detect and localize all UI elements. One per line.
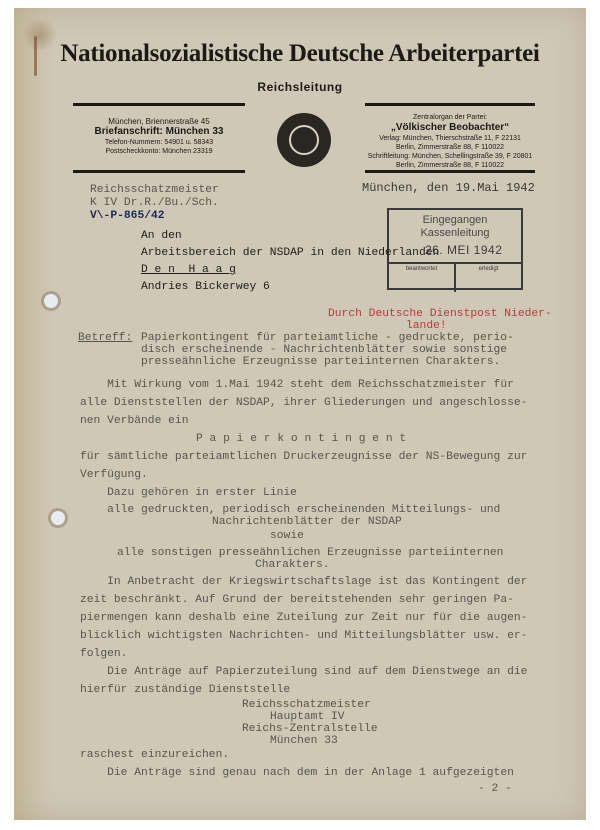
newspaper-name: „Völkischer Beobachter“ [390,122,510,133]
stamp-cell-answered: beantwortet [389,264,456,292]
recipient-city: D e n H a a g [141,264,236,276]
subject-line-3: presseähnliche Erzeugnisse parteiinternen Charakters. [141,356,501,368]
recipient-line-2: Arbeitsbereich der NSDAP in den Niederlanden [141,247,440,259]
body-line: alle sonstigen presseähnlichen Erzeugnisse parteiinternen [117,547,504,559]
subject-line-1: Papierkontingent für parteiamtliche - gedruckte, perio- [141,332,514,344]
stamp-date: 26. MEI 1942 [425,243,503,257]
address-block-line: Reichs-Zentralstelle [242,723,378,735]
punch-hole [44,294,58,308]
body-line: Nachrichtenblätter der NSDAP [212,516,402,528]
punch-hole [51,511,65,525]
letterhead-right-block [365,113,535,170]
body-line: Charakters. [255,559,330,571]
stamp-cell-done: erledigt [478,266,499,272]
header-rule [365,170,535,173]
body-line: alle Dienststellen der NSDAP, ihrer Gliederungen und angeschlosse- [80,397,528,409]
letterhead-title: Nationalsozialistische Deutsche Arbeiterpartei [60,40,540,67]
date-line: München, den 19.Mai 1942 [362,181,535,195]
reference-number: V\-P-865/42 [90,210,165,222]
stamp-line-1: Eingegangen [422,214,488,226]
recipient-street: Andries Bickerwey 6 [141,281,270,293]
letterhead-left-block [73,117,245,156]
verlag: Verlag: München, Thierschstraße 11, F 22131 [379,135,521,142]
telefon: Telefon-Nummern: 54901 u. 58343 [104,139,214,146]
seal-icon [277,113,331,167]
delivery-note-line-1: Durch Deutsche Dienstpost Nieder- [328,308,552,320]
body-line: alle gedruckten, periodisch erscheinenden Mitteilungs- und [80,504,501,516]
reference-line-2: K IV Dr.R./Bu./Sch. [90,197,219,209]
body-line: In Anbetracht der Kriegswirtschaftslage ist das Kontingent der [80,576,528,588]
recipient-line-1: An den [141,230,182,242]
address-block-line: Hauptamt IV [270,711,345,723]
body-line: für sämtliche parteiamtlichen Druckerzeugnisse der NS-Bewegung zur [80,451,528,463]
body-line: raschest einzureichen. [80,749,230,761]
zentralorgan: Zentralorgan der Partei: [413,114,487,121]
header-rule [365,103,535,106]
verlag-berlin: Berlin, Zimmerstraße 88, F 110022 [395,144,505,151]
seal-inner-ring [289,125,319,155]
body-line: Mit Wirkung vom 1.Mai 1942 steht dem Reichsschatzmeister für [80,379,514,391]
delivery-note-line-2: lande! [406,320,447,332]
postscheck: Postscheckkonto: München 23319 [105,148,213,155]
body-line: folgen. [80,648,128,660]
subject-label: Betreff: [78,332,133,344]
stamp-cells [389,262,521,292]
header-rule [73,170,245,173]
body-line: sowie [270,530,304,542]
reference-line-1: Reichsschatzmeister [90,184,219,196]
schriftleitung: Schriftleitung: München, Schellingstraße 39, F 20801 [367,153,533,160]
letterhead-subtitle: Reichsleitung [257,80,343,94]
body-line: nen Verbände ein [80,415,189,427]
schriftleitung-berlin: Berlin, Zimmerstraße 88, F 110022 [395,162,505,169]
page-marker: - 2 - [478,783,512,795]
body-line: Die Anträge auf Papierzuteilung sind auf dem Dienstwege an die [80,666,528,678]
body-line: hierfür zuständige Dienststelle [80,684,291,696]
body-line: Dazu gehören in erster Linie [80,487,297,499]
body-line: Verfügung. [80,469,148,481]
briefanschrift: Briefanschrift: München 33 [94,126,224,137]
body-line: piermengen kann deshalb eine Zuteilung zur Zeit nur für die augen- [80,612,528,624]
stamp-line-2: Kassenleitung [420,227,490,239]
body-line: blicklich wichtigsten Nachrichten- und Mitteilungsblätter usw. er- [80,630,528,642]
subject-line-2: disch erscheinende - Nachrichtenblätter sowie sonstige [141,344,508,356]
address-block-line: München 33 [270,735,338,747]
header-rule [73,103,245,106]
body-line: zeit beschränkt. Auf Grund der bereitstehenden sehr geringen Pa- [80,594,514,606]
address: München, Briennerstraße 45 [108,117,210,126]
address-block-line: Reichsschatzmeister [242,699,371,711]
body-line: Die Anträge sind genau nach dem in der Anlage 1 aufgezeigten [80,767,514,779]
body-spaced-heading: P a p i e r k o n t i n g e n t [196,433,407,445]
